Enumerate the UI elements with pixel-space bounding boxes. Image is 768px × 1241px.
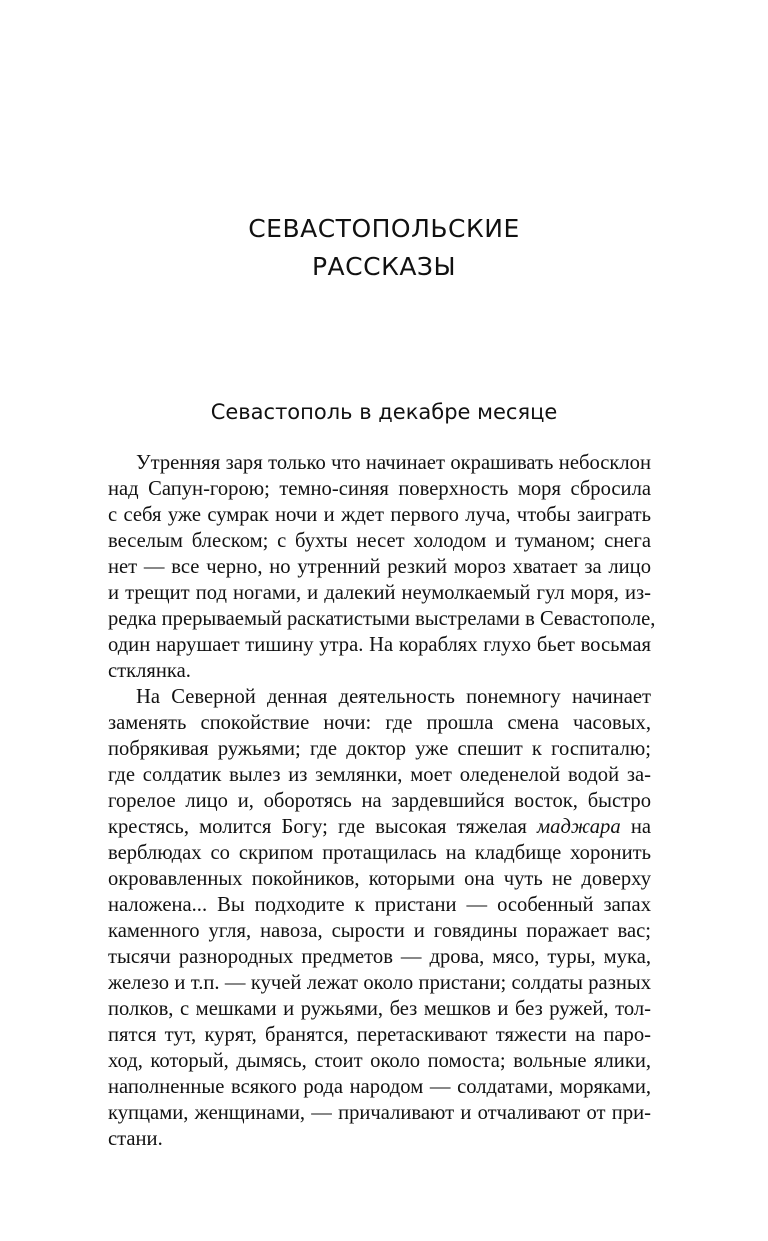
book-title — [0, 210, 768, 286]
text-line: На Северной денная деятельность понемногу начинает — [136, 686, 651, 708]
text-line: окровавленных покойников, которыми она чуть не доверху — [108, 868, 651, 890]
text-line: купцами, женщинами, — причаливают и отчаливают от при- — [108, 1102, 651, 1124]
text-line: над Сапун-горою; темно-синяя поверхность моря сбросила — [108, 478, 651, 500]
paragraph-2 — [108, 684, 651, 1152]
text-line: нет — все черно, но утренний резкий мороз хватает за лицо — [108, 556, 651, 578]
book-title-line-1: СЕВАСТОПОЛЬСКИЕ — [248, 214, 520, 243]
text-line: стклянка. — [108, 660, 191, 682]
text-line: пятся тут, курят, бранятся, перетаскивают тяжести на паро- — [108, 1024, 651, 1046]
text-line: полков, с мешками и ружьями, без мешков и без ружей, тол- — [108, 998, 651, 1020]
book-title-line-2: РАССКАЗЫ — [311, 252, 457, 281]
text-line: каменного угля, навоза, сырости и говядины поражает вас; — [108, 920, 651, 942]
text-line: и трещит под ногами, и далекий неумолкаемый гул моря, из- — [108, 582, 651, 604]
paragraph-1 — [108, 450, 656, 684]
text-line: побрякивая ружьями; где доктор уже спешит к госпиталю; — [108, 738, 651, 760]
text-line: с себя уже сумрак ночи и ждет первого луча, чтобы заиграть — [108, 504, 651, 526]
text-line: горелое лицо и, оборотясь на зардевшийся восток, быстро — [108, 790, 651, 812]
text-segment: на — [630, 816, 651, 838]
text-line: Утренняя заря только что начинает окрашивать небосклон — [136, 452, 651, 474]
text-line: наполненные всякого рода народом — солдатами, моряками, — [108, 1076, 651, 1098]
text-line: заменять спокойствие ночи: где прошла смена часовых, — [108, 712, 651, 734]
text-line: один нарушает тишину утра. На кораблях глухо бьет восьмая — [108, 634, 651, 656]
italic-word: маджара — [537, 816, 621, 838]
text-line: тысячи разнородных предметов — дрова, мясо, туры, мука, — [108, 946, 651, 968]
body-text — [108, 450, 656, 1152]
text-line-with-italic — [108, 814, 651, 840]
text-line: верблюдах со скрипом протащилась на кладбище хоронить — [108, 842, 651, 864]
text-line: железо и т.п. — кучей лежат около пристани; солдаты разных — [108, 972, 651, 994]
chapter-title: Севастополь в декабре месяце — [210, 400, 558, 424]
text-line: ход, который, дымясь, стоит около помоста; вольные ялики, — [108, 1050, 651, 1072]
text-line: наложена... Вы подходите к пристани — особенный запах — [108, 894, 651, 916]
text-line: веселым блеском; с бухты несет холодом и туманом; снега — [108, 530, 651, 552]
text-line: стани. — [108, 1128, 163, 1150]
text-line: редка прерываемый раскатистыми выстрелами в Севастополе, — [108, 608, 656, 630]
text-segment: крестясь, молится Богу; где высокая тяжелая — [108, 816, 527, 838]
text-line: где солдатик вылез из землянки, моет оледенелой водой за- — [108, 764, 651, 786]
